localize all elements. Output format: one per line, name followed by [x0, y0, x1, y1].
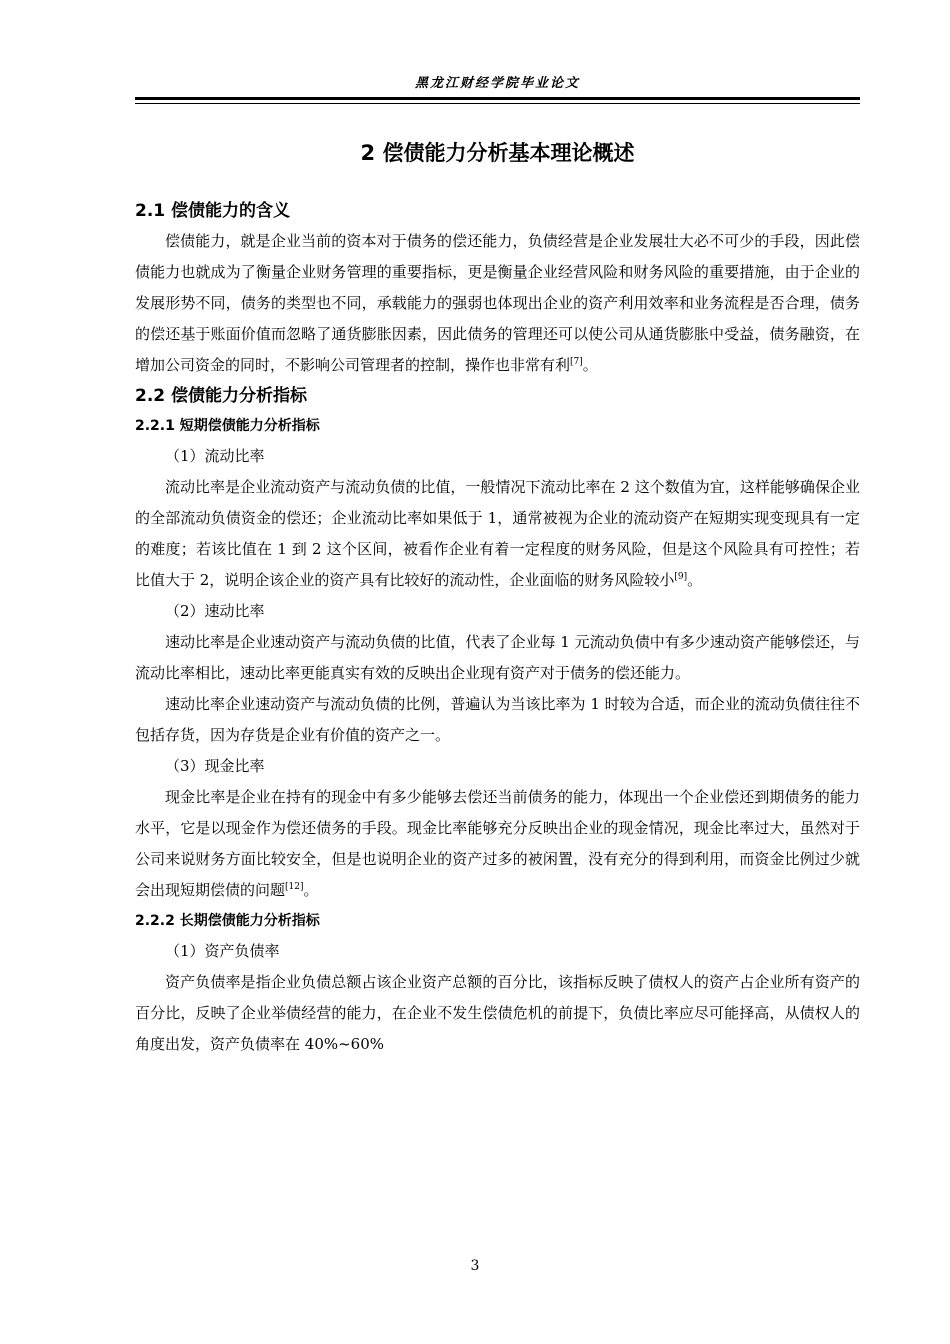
page-body: [135, 138, 860, 1060]
paragraph: 资产负债率是指企业负债总额占该企业资产总额的百分比，该指标反映了债权人的资产占企业所有资产的百分比，反映了企业举债经营的能力，在企业不发生偿债危机的前提下，负债比率应尽可能择高，从债权人的角度出发，资产负债率在 40%~60%: [135, 973, 860, 1053]
citation: [7]: [570, 357, 583, 367]
header-rule-thin: [135, 103, 860, 104]
paragraph: 速动比率是企业速动资产与流动负债的比值，代表了企业每 1 元流动负债中有多少速动资产能够偿还，与流动比率相比，速动比率更能真实有效的反映出企业现有资产对于债务的偿还能力。: [135, 633, 860, 682]
paragraph-text: 偿债能力，就是企业当前的资本对于债务的偿还能力，负债经营是企业发展壮大必不可少的手段，因此偿债能力也就成为了衡量企业财务管理的重要指标，更是衡量企业经营风险和财务风险的重要措施，由于企业的发展形势不同，债务的类型也不同，承载能力的强弱也体现出企业的资产利用效率和业务流程是否合理，债务的偿还基于账面价值而忽略了通货膨胀因素，因此债务的管理还可以使公司从通货膨胀中受益，债务融资，在增加公司资金的同时，不影响公司管理者的控制，操作也非常有利: [135, 232, 860, 374]
paragraph: [135, 472, 860, 596]
list-item-heading: （1）资产负债率: [165, 942, 280, 960]
running-header: 黑龙江财经学院毕业论文: [414, 76, 580, 91]
section-title-2-1: 2.1 偿债能力的含义: [135, 201, 291, 221]
chapter-title: 2 偿债能力分析基本理论概述: [360, 141, 635, 165]
subsection-title-2-2-2: 2.2.2 长期偿债能力分析指标: [135, 913, 320, 929]
paragraph-end: 。: [582, 356, 598, 374]
paragraph: [135, 782, 860, 906]
paragraph-text: 流动比率是企业流动资产与流动负债的比值，一般情况下流动比率在 2 这个数值为宜，这样能够确保企业的全部流动负债资金的偿还；企业流动比率如果低于 1，通常被视为企业的流动资产在短期实现变现具有一定的难度；若该比值在 1 到 2 这个区间，被看作企业有着一定程度的财务风险，但是这个风险具有可控性；若比值大于 2，说明企该企业的资产具有比较好的流动性，企业面临的财务风险较小: [135, 478, 860, 589]
paragraph-text: 现金比率是企业在持有的现金中有多少能够去偿还当前债务的能力，体现出一个企业偿还到期债务的能力水平，它是以现金作为偿还债务的手段。现金比率能够充分反映出企业的现金情况，现金比率过大，虽然对于公司来说财务方面比较安全，但是也说明企业的资产过多的被闲置，没有充分的得到利用，而资金比例过少就会出现短期偿债的问题: [135, 788, 860, 899]
subsection-title-2-2-1: 2.2.1 短期偿债能力分析指标: [135, 418, 320, 434]
citation: [9]: [674, 572, 688, 582]
section-title-2-2: 2.2 偿债能力分析指标: [135, 386, 308, 406]
list-item-heading: （3）现金比率: [165, 757, 265, 775]
paragraph-end: 。: [303, 881, 319, 899]
header-rule-thick: [135, 97, 860, 100]
list-item-heading: （1）流动比率: [165, 447, 265, 465]
paragraph-end: 。: [687, 571, 703, 589]
citation: [12]: [285, 882, 304, 892]
list-item-heading: （2）速动比率: [165, 602, 265, 620]
paragraph: [135, 226, 860, 381]
page-number: 3: [470, 1258, 480, 1274]
paragraph: 速动比率企业速动资产与流动负债的比例，普遍认为当该比率为 1 时较为合适，而企业的流动负债往往不包括存货，因为存货是企业有价值的资产之一。: [135, 695, 860, 744]
